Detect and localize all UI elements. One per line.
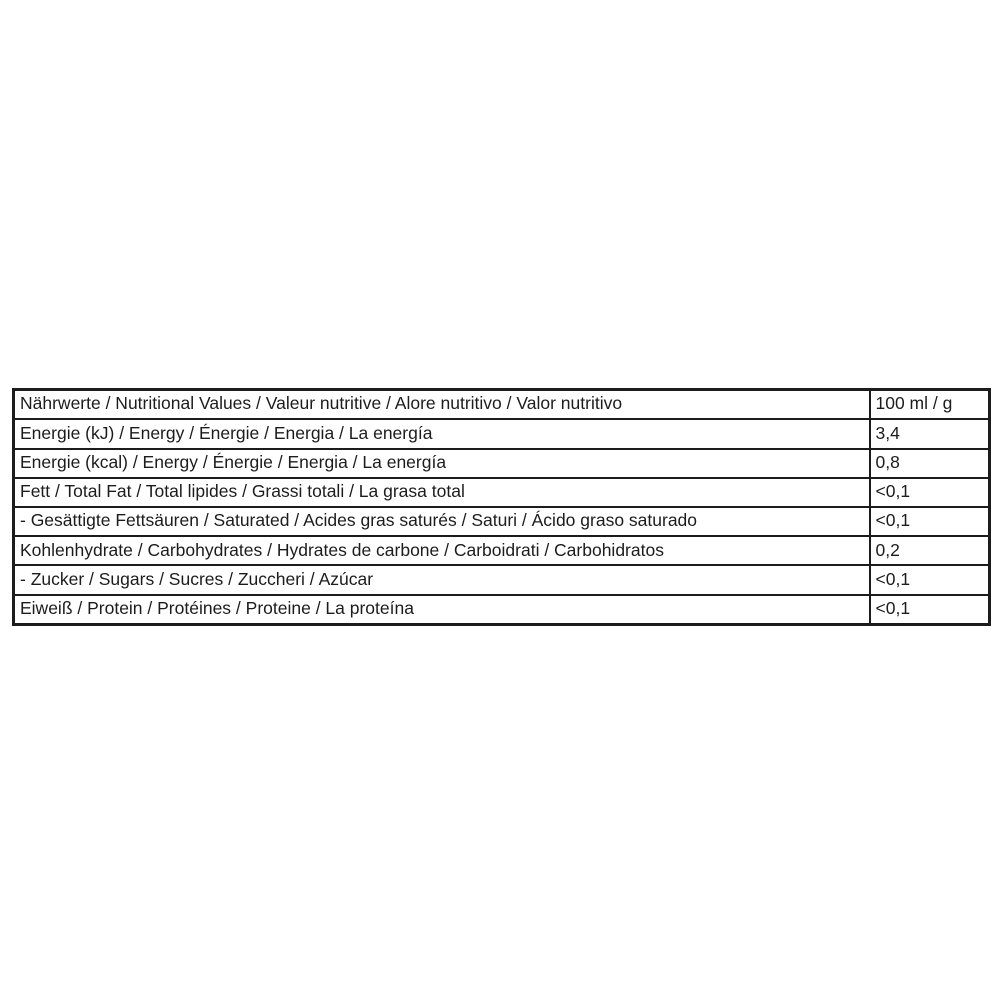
nutrition-row-label: - Gesättigte Fettsäuren / Saturated / Acides gras saturés / Saturi / Ácido graso saturado (14, 507, 870, 536)
nutrition-row-value: 0,8 (870, 449, 990, 478)
nutrition-row (14, 449, 990, 478)
nutrition-row (14, 419, 990, 448)
nutrition-header-label: Nährwerte / Nutritional Values / Valeur nutritive / Alore nutritivo / Valor nutritivo (14, 390, 870, 420)
nutrition-row-value: 0,2 (870, 536, 990, 565)
nutrition-row-value: <0,1 (870, 478, 990, 507)
nutrition-row-value: <0,1 (870, 507, 990, 536)
nutrition-row-label: Kohlenhydrate / Carbohydrates / Hydrates de carbone / Carboidrati / Carbohidratos (14, 536, 870, 565)
nutrition-table-body (14, 390, 990, 625)
nutrition-row-label: Energie (kJ) / Energy / Énergie / Energia / La energía (14, 419, 870, 448)
nutrition-row-label: Energie (kcal) / Energy / Énergie / Energia / La energía (14, 449, 870, 478)
nutrition-table (12, 388, 991, 626)
nutrition-row-value: 3,4 (870, 419, 990, 448)
nutrition-row-label: Eiweiß / Protein / Protéines / Proteine / La proteína (14, 595, 870, 625)
nutrition-row (14, 595, 990, 625)
nutrition-header-row (14, 390, 990, 420)
nutrition-row (14, 507, 990, 536)
nutrition-row-value: <0,1 (870, 595, 990, 625)
nutrition-row (14, 536, 990, 565)
nutrition-row-label: - Zucker / Sugars / Sucres / Zuccheri / Azúcar (14, 565, 870, 594)
nutrition-row-label: Fett / Total Fat / Total lipides / Grassi totali / La grasa total (14, 478, 870, 507)
nutrition-row-value: <0,1 (870, 565, 990, 594)
nutrition-header-value: 100 ml / g (870, 390, 990, 420)
nutrition-row (14, 478, 990, 507)
nutrition-row (14, 565, 990, 594)
